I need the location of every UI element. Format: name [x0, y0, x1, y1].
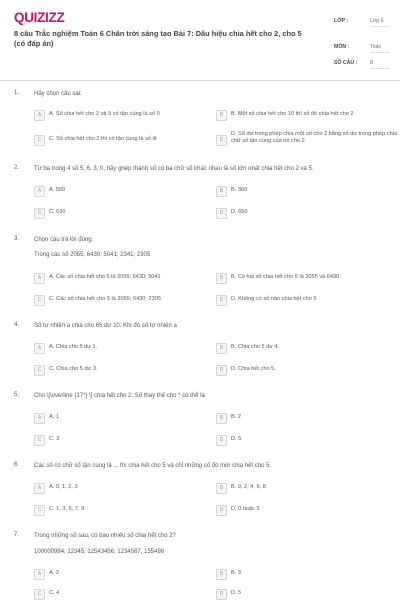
option-text: A. Các số chia hết cho 5 là 2055; 6430; 5041 — [49, 274, 161, 280]
question-number: 1. — [14, 90, 20, 96]
option-letter: D — [216, 365, 227, 376]
class-value: Lớp 6 — [370, 18, 390, 27]
question-text: Các số có chữ số tận cùng là ... thì chia hết cho 5 và chỉ những số đó mới chia hết cho 5. — [34, 463, 272, 469]
option-letter: C — [34, 435, 45, 446]
subject-value: Toán — [370, 44, 390, 53]
option-letter: A — [34, 413, 45, 424]
question-number: 7. — [14, 532, 20, 538]
option-text: C. Số chia hết cho 2 thì có tận cùng là số lẻ — [49, 136, 157, 142]
option-letter: A — [34, 273, 45, 284]
option-letter: C — [34, 505, 45, 516]
option-letter: C — [34, 589, 45, 600]
option-text: B. Chia cho 5 dư 4. — [231, 344, 280, 350]
subject-label: MÔN : — [334, 44, 350, 50]
meta-row-class — [334, 14, 392, 40]
meta-panel — [334, 14, 392, 72]
option-letter: C — [34, 365, 45, 376]
question-text: Trong những số sau, có bao nhiêu số chia hết cho 2? — [34, 533, 176, 539]
option-letter: B — [216, 413, 227, 424]
option-letter: C — [34, 295, 45, 306]
class-label: LỚP : — [334, 18, 349, 24]
quizizz-logo: QUIZIZZ — [14, 10, 65, 25]
option-text: B. Có hai số chia hết cho 5 là 2055 và 6430 — [231, 274, 340, 280]
option-text: D. Chia hết cho 5. — [231, 366, 276, 372]
option-letter: D — [216, 589, 227, 600]
meta-row-subject — [334, 40, 392, 56]
option-text: B. 0, 2, 4, 6, 8 — [231, 484, 266, 490]
option-text: A. 1 — [49, 414, 59, 420]
option-text: C. Chia cho 5 dư 3. — [49, 366, 98, 372]
option-letter: A — [34, 483, 45, 494]
option-text: C. 3 — [49, 436, 60, 442]
worksheet-header — [0, 0, 400, 81]
option-letter: A — [34, 343, 45, 354]
question-count-label: SỐ CÂU : — [334, 60, 358, 66]
option-letter: B — [216, 343, 227, 354]
question-text: Từ ba trong 4 số 5, 6, 3, 0, hãy ghép thành số có ba chữ số khác nhau là số lớn nhất chia hết cho 2 và 5. — [34, 166, 314, 172]
option-text: D. 5 — [231, 436, 242, 442]
option-text: A. Số chia hết cho 2 và 5 có tận cùng là số 0 — [49, 111, 160, 117]
option-text: A. 2 — [49, 570, 59, 576]
question-number: 3. — [14, 236, 20, 242]
option-letter: D — [216, 435, 227, 446]
worksheet-title: 8 câu Trắc nghiệm Toán 6 Chân trời sáng tạo Bài 7: Dấu hiệu chia hết cho 2, cho 5 (có đáp án) — [14, 29, 302, 48]
question-number: 6. — [14, 462, 20, 468]
option-text: A. Chia cho 5 dư 1. — [49, 344, 98, 350]
question-text: Cho \[\overline {17*} \] chia hết cho 2. Số thay thế cho * có thể là — [34, 393, 205, 399]
option-text: D. Số dư trong phép chia một số cho 2 bằng số dư trong phép chia chữ số tận cùng của nó cho 2 — [231, 131, 398, 144]
option-letter: A — [34, 110, 45, 121]
option-text: B. 3 — [231, 570, 241, 576]
option-text: D. Không có số nào chia hết cho 5 — [231, 296, 317, 302]
question-text: Số tự nhiên a chia cho 65 dư 10. Khi đó số tự nhiên a — [34, 323, 177, 329]
option-letter: D — [216, 208, 227, 219]
option-text: C. 4 — [49, 590, 60, 596]
option-text: D. 0 hoặc 5 — [231, 506, 260, 512]
question-extra: Trong các số 2055; 6430; 5041; 2341; 2305 — [34, 252, 151, 258]
question-extra: 100000984, 12345, 12543456, 1234567, 155498 — [34, 549, 165, 555]
question-number: 2. — [14, 165, 20, 171]
option-text: D. 650 — [231, 209, 248, 215]
question-text: Chọn câu trả lời đúng. — [34, 237, 94, 243]
question-text: Hãy chọn câu sai: — [34, 91, 82, 97]
option-text: D. 5 — [231, 590, 242, 596]
option-text: A. 560 — [49, 187, 66, 193]
question-number: 4. — [14, 322, 20, 328]
option-letter: A — [34, 186, 45, 197]
option-text: B. Một số chia hết cho 10 thì số đó chia hết cho 2 — [231, 111, 354, 117]
option-text: C. 630 — [49, 209, 66, 215]
option-letter: D — [216, 505, 227, 516]
option-text: C. Các số chia hết cho 5 là 2055; 6430; 2305 — [49, 296, 161, 302]
meta-row-count — [334, 56, 392, 72]
option-text: B. 360 — [231, 187, 248, 193]
question-number: 5. — [14, 392, 20, 398]
option-letter: B — [216, 110, 227, 121]
option-letter: B — [216, 186, 227, 197]
option-letter: D — [216, 135, 227, 146]
option-text: A. 0, 1, 2, 3 — [49, 484, 78, 490]
option-letter: B — [216, 569, 227, 580]
option-letter: C — [34, 135, 45, 146]
option-letter: C — [34, 208, 45, 219]
question-count-value: 8 — [370, 60, 390, 69]
option-text: C. 1, 3, 5, 7, 9 — [49, 506, 85, 512]
option-letter: A — [34, 569, 45, 580]
option-text: B. 2 — [231, 414, 241, 420]
option-letter: D — [216, 295, 227, 306]
option-letter: B — [216, 273, 227, 284]
option-letter: B — [216, 483, 227, 494]
